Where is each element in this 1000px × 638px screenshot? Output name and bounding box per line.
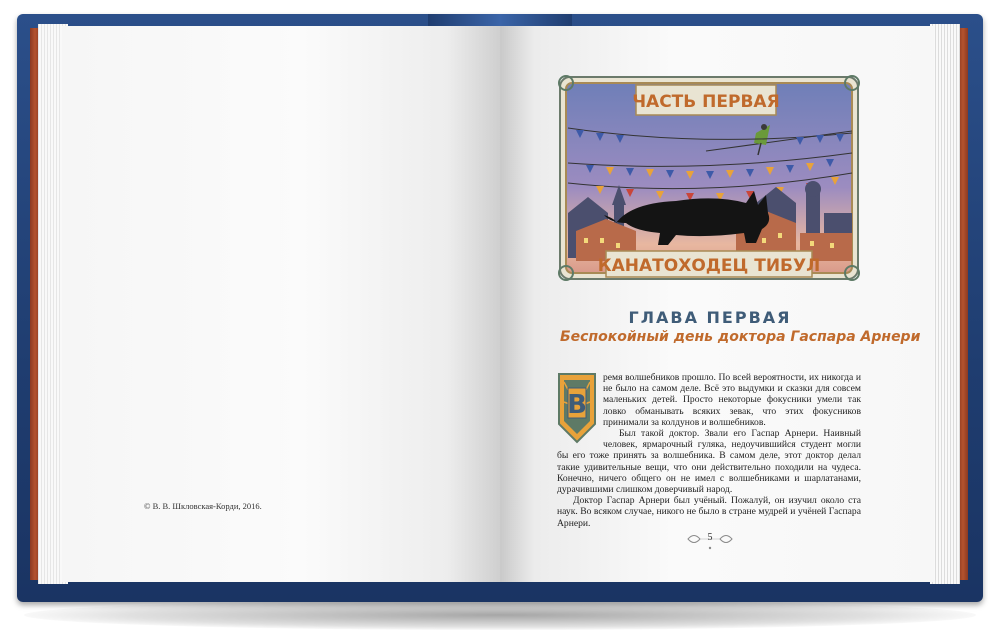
page-stack-right xyxy=(930,24,960,584)
spine-band xyxy=(428,14,572,26)
chapter-text xyxy=(557,372,861,529)
part-heading: ЧАСТЬ ПЕРВАЯ xyxy=(632,92,780,112)
drop-cap-letter: В xyxy=(567,390,587,420)
chapter-illustration xyxy=(556,73,862,283)
page-number-ornament xyxy=(686,528,734,550)
book-shadow xyxy=(24,600,976,630)
chapter-title: Беспокойный день доктора Гаспара Арнери xyxy=(560,329,921,345)
copyright-notice: © В. В. Шкловская-Корди, 2016. xyxy=(144,501,262,511)
chapter-label: ГЛАВА ПЕРВАЯ xyxy=(628,308,792,327)
drop-cap-ornament xyxy=(557,372,597,444)
left-page xyxy=(62,26,500,582)
paragraph-3: Доктор Гаспар Арнери был учёный. Пожалуй, он изучил около ста наук. Во всяком случае, никого не было в стране мудрей и учёней Гаспара Арнери. xyxy=(557,495,861,529)
part-title: КАНАТОХОДЕЦ ТИБУЛ xyxy=(597,256,821,276)
paragraph-1: ремя волшебников прошло. По всей вероятности, их никогда и не было на самом деле. Всё это выдумки и сказки для совсем маленьких детей. Просто некоторые фокусники умели так ловко обманывать всяких зевак, что этих фокусников принимали за колдунов и волшебников. xyxy=(603,372,861,428)
paragraph-2: Был такой доктор. Звали его Гаспар Арнери. Наивный человек, ярмарочный гуляка, недоучившийся студент могли бы его тоже принять за волшебника. В самом деле, этот доктор делал такие удивительные вещи, что они действительно походили на чудеса. Конечно, ничего общего он не имел с волшебниками и шарлатанами, дурачившими слишком доверчивый народ. xyxy=(557,428,861,496)
page-number: 5 xyxy=(707,532,713,543)
